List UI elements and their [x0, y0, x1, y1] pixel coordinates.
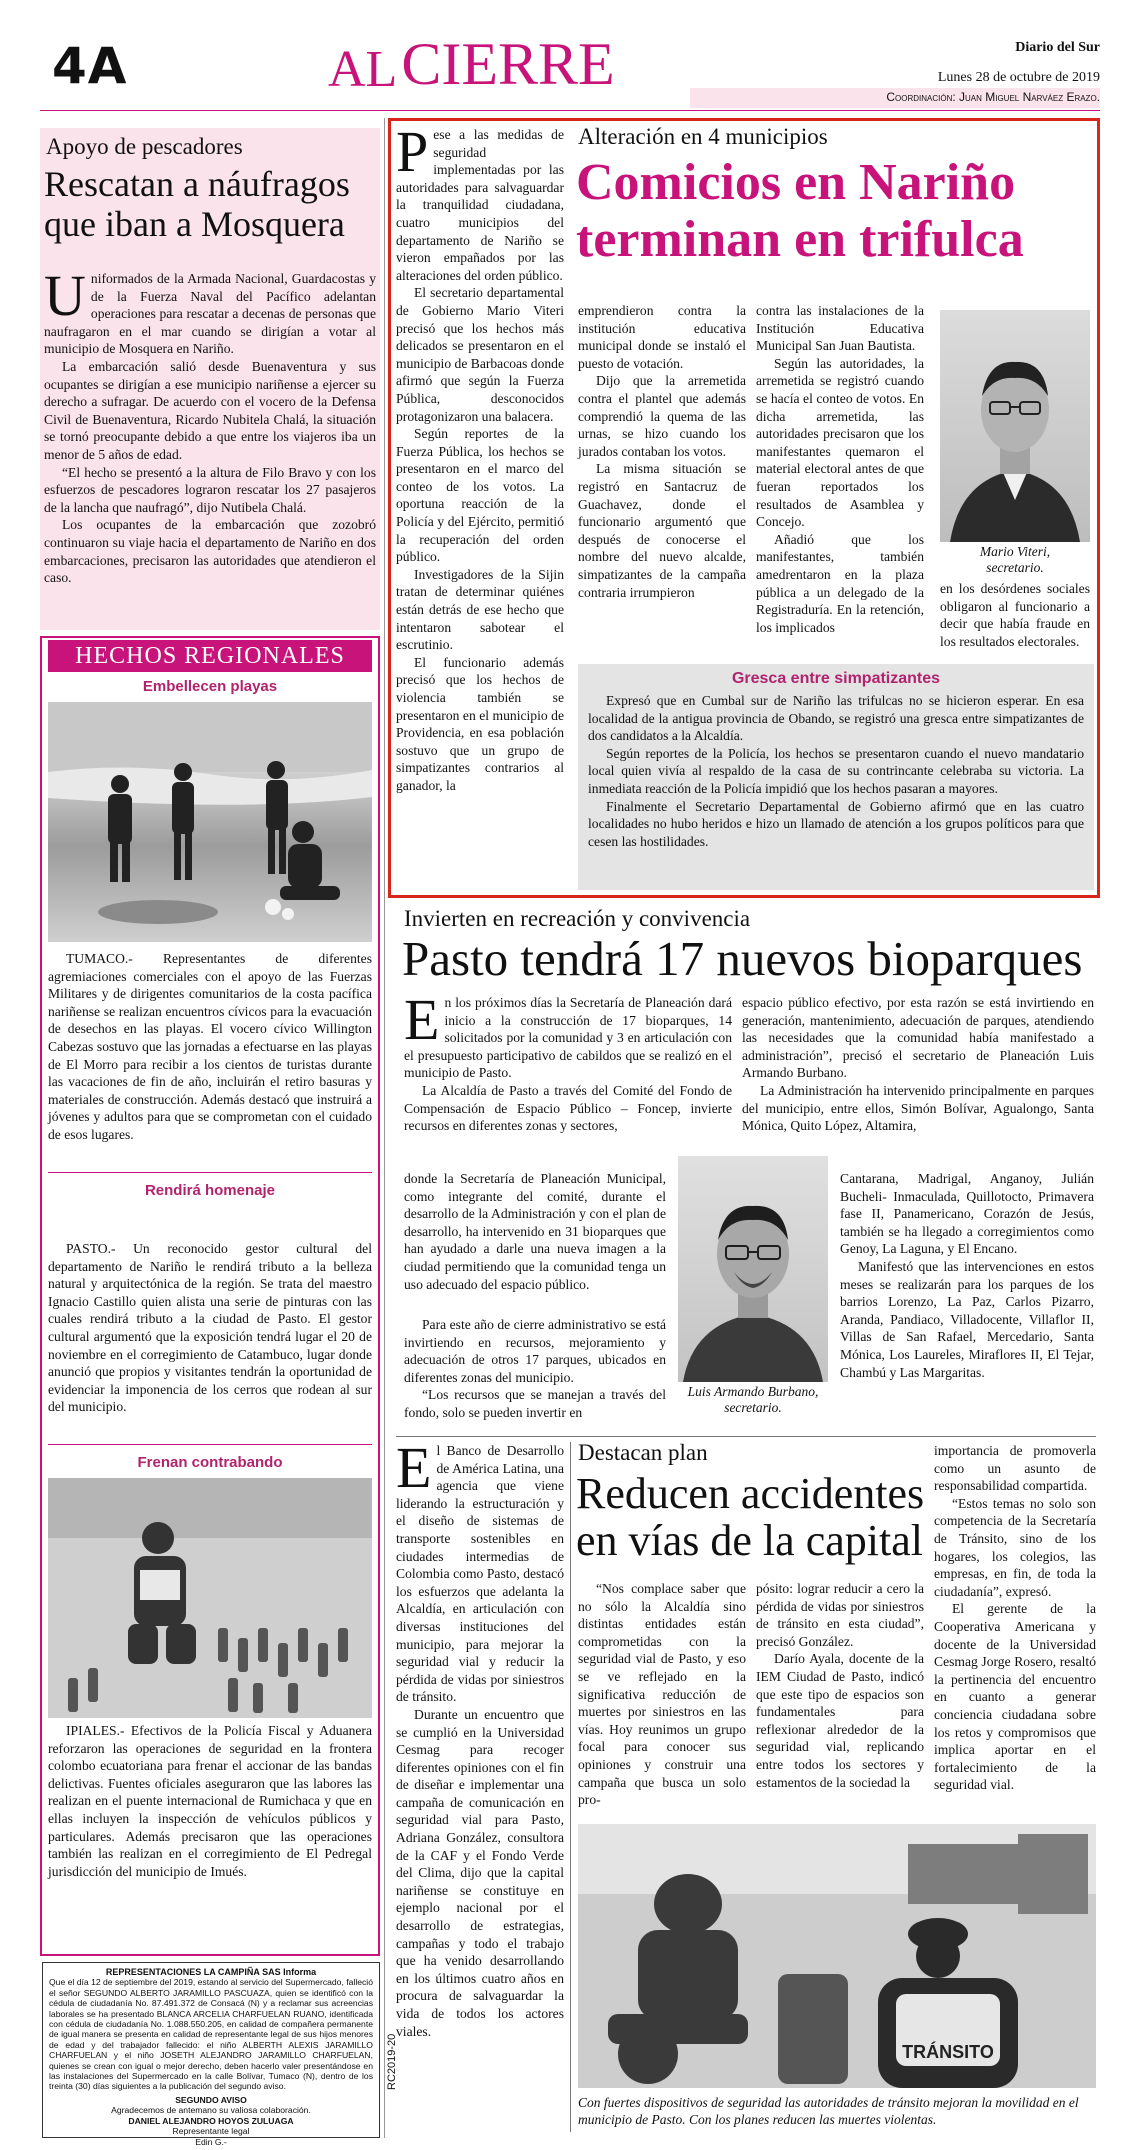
left-column-divider — [384, 118, 385, 2138]
accidentes-col-divider — [570, 1442, 571, 2132]
hechos-sub-contrabando: Frenan contrabando — [137, 1454, 283, 1471]
masthead-divider — [40, 110, 1100, 111]
bioparques-col-2b: Cantarana, Madrigal, Anganoy, Julián Bucheli- Inmaculada, Quillotocto, Primavera fase II, Panamericano, Corazón de Jesús, también se ha llegado a corregimientos como Genoy, La Laguna, y El Encano. Manifestó que las intervenciones en estos meses se realizarán para los parques de los barrios Lorenzo, La Paz, Carlos Pizarro, Aranda, Pandiaco, Villadocente, Villaflor II, Villas de San Rafael, Mercedario, Santa Mónica, Los Laureles, Miraflores II, El Tejar, Chambú y Las Margaritas. — [840, 1171, 1094, 1380]
comicios-col-4: en los desórdenes sociales obligaron al funcionario a decir que había fraude en los resultados electorales. — [940, 581, 1090, 649]
section-title-al: AL — [328, 41, 398, 98]
hechos-sub-playas: Embellecen playas — [142, 678, 278, 695]
issue-date: Lunes 28 de octubre de 2019 — [937, 70, 1100, 85]
accidentes-col-4: importancia de promoverla como un asunto de responsabilidad compartida. “Estos temas no solo son competencia de la Secretaría de Tránsito, sino de los hogares, los colegios, las empresas, en fin, de toda la ciudadanía”, expresó. El gerente de la Cooperativa Americana y docente de la Universidad Cesmag Jorge Rosero, resaltó la pertinencia del encuentro en cuanto a generar conciencia ciudadana sobre los retos y compromisos que implica aportar en el fortalecimiento de la seguridad vial. — [934, 1443, 1096, 1793]
gresca-title: Gresca entre simpatizantes — [731, 670, 941, 687]
bioparques-col-1b: donde la Secretaría de Planeación Municipal, como integrante del comité, durante el desarrollo de la Administración y con el plan de desarrollo, ha intervenido en 31 bioparques que han ayudado a darle una nueva imagen a la ciudad permitiendo que la comunidad tenga un uso adecuado del espacio público. — [404, 1171, 666, 1292]
bioparques-bottom-rule — [396, 1436, 1096, 1437]
luis-burbano-caption: Luis Armando Burbano, secretario. — [687, 1384, 819, 1415]
legal-notice-role: Representante legal — [172, 2126, 250, 2137]
mario-viteri-caption: Mario Viteri, secretario. — [979, 544, 1051, 575]
bioparques-col-1c: Para este año de cierre administrativo se está invirtiendo en recursos, mejoramiento y adecuación de otros 17 parques, ubicados en diferentes zonas del municipio. “Los recursos que se manejan a través del fondo, solo se pueden invertir en — [404, 1317, 666, 1420]
contraband-illustration — [48, 1478, 372, 1718]
comicios-headline: Comicios en Nariño terminan en trifulca — [576, 154, 1024, 268]
transit-photo-caption: Con fuertes dispositivos de seguridad las autoridades de tránsito mejoran la movilidad en el municipio de Pasto. Con los planes reducen las muertes violentas. — [578, 2095, 1079, 2127]
comicios-col-1: Pese a las medidas de seguridad implementadas por las autoridades para salvaguardar la tranquilidad ciudadana, cuatro municipios del departamento de Nariño se vieron empañados por las alteraciones del orden público. El secretario departamental de Gobierno Mario Viteri precisó que los hechos más delicados se presentaron en el municipio de Barbacoas donde afirmó que según la Fuerza Pública, desconocidos protagonizaron una balacera. Según reportes de la Fuerza Pública, los hechos se presentaron en el marco del conteo de los votos. La oportuna reacción de la Policía y del Ejército, permitió la recuperación del orden público. Investigadores de la Sijin tratan de determinar quiénes están detrás de ese hecho que intentaron sabotear el escrutinio. El funcionario además precisó que los hechos de violencia también se presentaron en el municipio de Providencia, en esa población sostuvo que un grupo de simpatizantes contrarios al ganador, la — [396, 119, 564, 793]
pescadores-headline: Rescatan a náufragos que iban a Mosquera — [44, 164, 350, 244]
section-title-cierre: CIERRE — [401, 31, 615, 97]
bioparques-col-2a: espacio público efectivo, por esta razón se está invirtiendo en generación, mantenimiento, adecuación de parques, atendiendo las necesidades que la comunidad había manifestado a administración”, precisó el secretario de Planeación Luis Armando Burbano. La Administración ha intervenido principalmente en parques del municipio, entre ellos, Simón Bolívar, Agualongo, Santa Mónica, Quito López, Altamira, — [742, 995, 1094, 1134]
accidentes-col-2: “Nos complace saber que no sólo la Alcaldía sino distintas entidades están comprometidas con la seguridad vial de Pasto, y eso se ve reflejado en la significativa reducción de muertes por siniestros en las vías. Hoy reunimos un grupo focal para conocer sus opiniones y construir una campaña que busca un solo pro- — [578, 1581, 746, 1808]
hechos-text-contrabando: IPIALES.- Efectivos de la Policía Fiscal y Aduanera reforzaron las operaciones de seguridad en la frontera colombo ecuatoriana para frenar el accionar de las bandas delictivas. Fuentes oficiales aseguraron que las labores las realizan en el puente internacional de Rumichaca y que en ellas incluyen la inspección de vehículos públicos y particulares. Además precisaron que las operaciones también las realizan en el corregimiento de El Pedregal jurisdicción del municipio de Imués. — [48, 1723, 372, 1879]
legal-notice-second: SEGUNDO AVISO — [175, 2094, 247, 2105]
page-number: 4A — [52, 37, 128, 95]
bioparques-kicker: Invierten en recreación y convivencia — [404, 906, 751, 931]
beach-cleanup-illustration — [48, 702, 372, 942]
legal-notice-signer: DANIEL ALEJANDRO HOYOS ZULUAGA — [128, 2115, 294, 2126]
comicios-col-3: contra las instalaciones de la Institución Educativa Municipal San Juan Bautista. Según las autoridades, la arremetida se registró cuando se hacía el conteo de votos. En dicha arremetida, las autoridades precisaron que los manifestantes quemaron el material electoral antes de que fueran reportados los resultados de Asamblea y Concejo. Añadió que los manifestantes, también amedrentaron en la plaza pública a un delegado de la Registraduría. En la retención, los implicados — [756, 303, 924, 635]
hechos-divider-2 — [48, 1444, 372, 1445]
vest-text: TRÁNSITO — [902, 2042, 994, 2062]
accidentes-kicker: Destacan plan — [578, 1440, 708, 1465]
accidentes-col-1: El Banco de Desarrollo de América Latina, una agencia que viene liderando la estructuración y el diseño de sistemas de transporte sostenibles en ciudades intermedias de Colombia como Pasto, destacó los esfuerzos que adelanta la Alcaldía, en articulación con diversas instituciones del municipio, para mejorar la seguridad vial y reducir la pérdida de vidas por siniestros de tránsito. Durante un encuentro que se cumplió en la Universidad Cesmag para recoger diferentes opiniones con el fin de diseñar e implementar una campaña de comunicación en seguridad vial para Pasto, Adriana González, consultora de la CAF y el Fondo Verde del Clima, dijo que la capital nariñense se constituye en ejemplo nacional por el desarrollo de estrategias, campañas y todo el trabajo que ha venido desarrollando en los últimos cuatro años en procura de salvaguardar la vida de todos los actores viales. — [396, 1435, 564, 2039]
hechos-text-playas: TUMACO.- Representantes de diferentes agremiaciones comerciales con el apoyo de las Fuerzas Militares y de dirigentes comunitarios de la costa pacífica nariñense se realizan encuentros cívicos para la evacuación de desechos en las playas. El vocero cívico Willington Cabezas sostuvo que las jornadas a efectuarse en las playas de El Morro para recibir a los cientos de turistas durante las vacaciones de fin de año, incluirán el retiro basuras y materiales de construcción. Además destacó que instruirá a jóvenes y adultos para que se comprometan con el cuidado de esos lugares. — [48, 951, 372, 1142]
luis-burbano-photo — [678, 1156, 828, 1382]
pescadores-kicker: Apoyo de pescadores — [46, 134, 243, 159]
comicios-kicker: Alteración en 4 municipios — [578, 124, 828, 149]
bioparques-headline: Pasto tendrá 17 nuevos bioparques — [402, 931, 1083, 986]
transit-police-photo — [578, 1824, 1096, 2088]
mario-viteri-photo — [940, 310, 1090, 542]
portrait-illustration-2 — [678, 1156, 828, 1382]
bioparques-col-1a: En los próximos días la Secretaría de Planeación dará inicio a la construcción de 17 bioparques, 14 solicitados por la comunidad y 3 en articulación con el presupuesto participativo de cabildos que se realizó en el municipio de Pasto. La Alcaldía de Pasto a través del Comité del Fondo de Compensación de Espacio Público – Foncep, invierte recursos en diferentes zonas y sectores, — [404, 987, 732, 1134]
legal-notice-thanks: Agradecemos de antemano su valiosa colaboración. — [111, 2105, 311, 2116]
legal-notice-body: Que el día 12 de septiembre del 2019, estando al servicio del Supermercado, falleció el señor SEGUNDO ALBERTO JARAMILLO PASCUAZA, quien se identificó con la cédula de ciudadanía No. 87.491.372 de Consacá (N) y a reclamar sus acreencias laborales se ha presentado BLANCA ARCELIA CHARFUELAN RUANO, identificada con cédula de ciudadanía No. 1.088.550.205, en calidad de compañera permanente de igual manera se presenta en calidad de representante legal de sus hijos menores de edad y del trabajador fallecido: el niño ALBERTH ALEXIS JARAMILLO CHARFUELAN y el niño JOSETH ALEJANDRO JARAMILLO CHARFUELAN, quienes se crean con igual o mejor derecho, deben hacerlo valer presentándose en las instalaciones del Supermercado en la calle Bolívar, Tumaco (N), dentro de los treinta (30) días siguientes a la publicación del segundo aviso. — [49, 1977, 373, 2092]
contraband-police-photo — [48, 1478, 372, 1718]
portrait-illustration — [940, 310, 1090, 542]
legal-notice-title: REPRESENTACIONES LA CAMPIÑA SAS Informa — [105, 1967, 317, 1977]
hechos-divider-1 — [48, 1172, 372, 1173]
gresca-body: Expresó que en Cumbal sur de Nariño las trifulcas no se hicieron esperar. En esa localidad de la antigua provincia de Obando, se registró una gresca entre simpatizantes de dos candidatos a la Alcaldía. Según reportes de la Policía, los hechos se presentaron cuando el nuevo mandatario local quien vivía al respaldo de la casa de su contrincante celebraba su victoria. La inmediata reacción de la Policía impidió que los hechos pasaran a mayores. Finalmente el Secretario Departamental de Gobierno afirmó que en las cuatro localidades no hubo heridos e hizo un llamado de atención a los grupos políticos para que cesen las hostilidades. — [588, 693, 1084, 849]
beach-cleanup-photo — [48, 702, 372, 942]
pescadores-body: Uniformados de la Armada Nacional, Guardacostas y de la Fuerza Naval del Pacífico adelantan operaciones para rescatar a decenas de personas que naufragaron en el mar cuando se dirigían a votar al municipio de Mosquera en Nariño. La embarcación salió desde Buenaventura y sus ocupantes se dirigían a ese municipio nariñense a ejercer su derecho a sufragar. De acuerdo con el vocero de la Defensa Civil de Buenaventura, Ricardo Nubitela Chalá, la situación se tornó preocupante debido a que entre los viajeros iba un menor de 5 años de edad. “El hecho se presentó a la altura de Filo Bravo y con los esfuerzos de pescadores lograron rescatar los 27 pasajeros de la lancha que naufragó”, dijo Nutibela Chalá. Los ocupantes de la embarcación que zozobró continuaron su viaje hacia el departamento de Nariño en dos embarcaciones, precisaron las autoridades que atendieron el caso. — [44, 263, 376, 586]
newspaper-name: Diario del Sur — [1015, 40, 1100, 55]
comicios-col-2: emprendieron contra la institución educativa municipal donde se instaló el puesto de votación. Dijo que la arremetida contra el plantel que además comprendió la quema de las urnas, se hizo cuando los jurados contaban los votos. La misma situación se registró en Santacruz de Guachavez, donde el funcionario argumentó que después de conocerse el nombre del nuevo alcalde, simpatizantes de la campaña contraria irrumpieron — [578, 303, 746, 600]
hechos-sub-homenaje: Rendirá homenaje — [144, 1182, 276, 1199]
accidentes-col-3: pósito: lograr reducir a cero la pérdida de vidas por siniestros de tránsito en esta ciudad”, precisó González. Darío Ayala, docente de la IEM Ciudad de Pasto, indicó que este tipo de espacios son fundamentales para reflexionar alrededor de la seguridad vial, replicando entre todos los sectores y estamentos de la sociedad la — [756, 1581, 924, 1790]
legal-notice-code: RC2019-20 — [386, 2033, 398, 2090]
legal-notice-firm: Edin G.- — [195, 2136, 227, 2147]
transit-illustration — [578, 1824, 1096, 2088]
section-title — [328, 30, 615, 99]
hechos-banner: HECHOS REGIONALES — [48, 640, 372, 672]
coordination-credit: Coordinación: Juan Miguel Narváez Erazo. — [886, 90, 1100, 104]
hechos-text-homenaje: PASTO.- Un reconocido gestor cultural del departamento de Nariño le rendirá tributo a la belleza natural y arquitectónica de la región. Se trata del maestro Ignacio Castillo quien alista una serie de pinturas con las cuales rendirá tributo a la ciudad de Pasto. El gestor cultural argumentó que la exposición tendrá lugar el 20 de noviembre en el corregimiento de Catambuco, lugar donde anunció que propios y visitantes tendrán la oportunidad de evidenciar la imponencia de los cerros que rodean al sur del municipio. — [48, 1241, 372, 1415]
legal-notice-box — [42, 1962, 380, 2147]
accidentes-headline: Reducen accidentes en vías de la capital — [576, 1469, 925, 1565]
